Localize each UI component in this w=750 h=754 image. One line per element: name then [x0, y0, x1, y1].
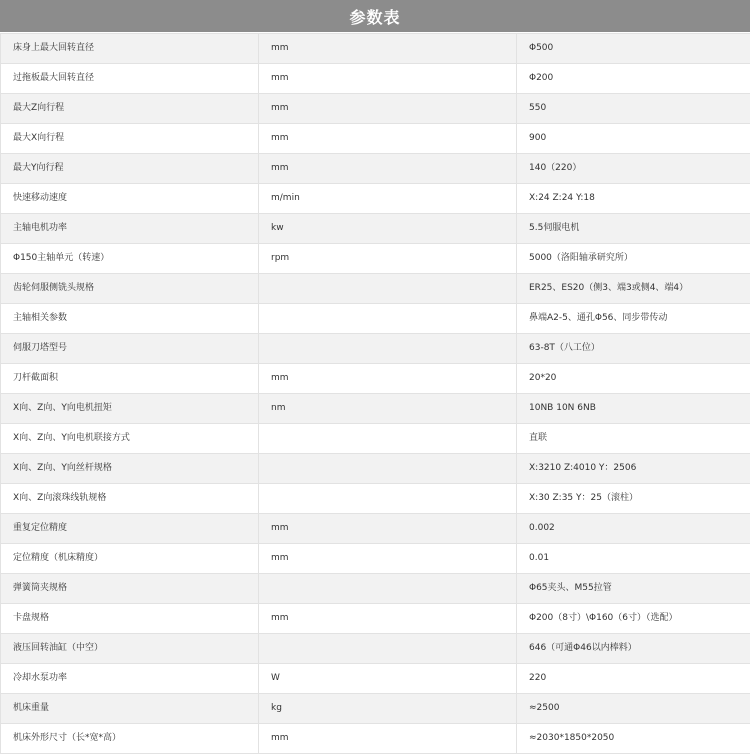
param-name-cell: X向、Z向、Y向丝杆规格: [1, 454, 259, 484]
param-name-cell: 液压回转油缸（中空）: [1, 634, 259, 664]
unit-cell: mm: [259, 364, 517, 394]
unit-cell: [259, 274, 517, 304]
param-name-cell: 床身上最大回转直径: [1, 34, 259, 64]
param-value-cell: X:30 Z:35 Y：25（滚柱）: [517, 484, 750, 514]
param-name-cell: 最大Z向行程: [1, 94, 259, 124]
unit-cell: mm: [259, 124, 517, 154]
table-row: [1, 544, 750, 574]
unit-cell: m/min: [259, 184, 517, 214]
table-row: [1, 454, 750, 484]
param-value-cell: 550: [517, 94, 750, 124]
param-value-cell: 220: [517, 664, 750, 694]
param-name-cell: 最大X向行程: [1, 124, 259, 154]
param-name-cell: 刀杆截面积: [1, 364, 259, 394]
unit-cell: mm: [259, 64, 517, 94]
param-value-cell: Φ200: [517, 64, 750, 94]
unit-cell: [259, 424, 517, 454]
param-value-cell: Φ200（8寸）\Φ160（6寸）（选配）: [517, 604, 750, 634]
table-row: [1, 634, 750, 664]
param-value-cell: 5.5伺服电机: [517, 214, 750, 244]
param-value-cell: 10NB 10N 6NB: [517, 394, 750, 424]
table-row: [1, 214, 750, 244]
table-row: [1, 94, 750, 124]
unit-cell: mm: [259, 154, 517, 184]
param-value-cell: 5000（洛阳轴承研究所）: [517, 244, 750, 274]
table-row: [1, 304, 750, 334]
table-row: [1, 694, 750, 724]
table-row: [1, 514, 750, 544]
spec-table: [0, 33, 750, 754]
param-name-cell: 快速移动速度: [1, 184, 259, 214]
param-name-cell: 最大Y向行程: [1, 154, 259, 184]
param-value-cell: 直联: [517, 424, 750, 454]
param-value-cell: Φ500: [517, 34, 750, 64]
param-name-cell: X向、Z向、Y向电机扭矩: [1, 394, 259, 424]
param-value-cell: 63-8T（八工位）: [517, 334, 750, 364]
param-name-cell: 卡盘规格: [1, 604, 259, 634]
param-value-cell: 0.01: [517, 544, 750, 574]
param-name-cell: 主轴相关参数: [1, 304, 259, 334]
table-row: [1, 604, 750, 634]
unit-cell: mm: [259, 604, 517, 634]
unit-cell: nm: [259, 394, 517, 424]
param-value-cell: 900: [517, 124, 750, 154]
param-value-cell: ≈2030*1850*2050: [517, 724, 750, 754]
table-row: [1, 424, 750, 454]
table-row: [1, 484, 750, 514]
param-name-cell: 伺服刀塔型号: [1, 334, 259, 364]
unit-cell: [259, 634, 517, 664]
param-value-cell: 20*20: [517, 364, 750, 394]
unit-cell: rpm: [259, 244, 517, 274]
spec-table-body: [1, 34, 750, 754]
param-value-cell: ≈2500: [517, 694, 750, 724]
param-name-cell: X向、Z向滚珠线轨规格: [1, 484, 259, 514]
unit-cell: [259, 574, 517, 604]
unit-cell: mm: [259, 514, 517, 544]
table-row: [1, 394, 750, 424]
unit-cell: [259, 484, 517, 514]
param-name-cell: 主轴电机功率: [1, 214, 259, 244]
table-row: [1, 34, 750, 64]
param-name-cell: Φ150主轴单元（转速）: [1, 244, 259, 274]
table-row: [1, 64, 750, 94]
table-header: [0, 0, 750, 33]
table-row: [1, 244, 750, 274]
table-title: 参数表: [349, 5, 400, 28]
param-name-cell: 重复定位精度: [1, 514, 259, 544]
table-row: [1, 364, 750, 394]
param-value-cell: 646（可通Φ46以内棒料）: [517, 634, 750, 664]
param-name-cell: 过拖板最大回转直径: [1, 64, 259, 94]
unit-cell: mm: [259, 544, 517, 574]
param-name-cell: 齿轮伺服侧铣头规格: [1, 274, 259, 304]
param-name-cell: 机床外形尺寸（长*宽*高）: [1, 724, 259, 754]
unit-cell: mm: [259, 94, 517, 124]
table-row: [1, 274, 750, 304]
unit-cell: mm: [259, 724, 517, 754]
unit-cell: [259, 454, 517, 484]
table-row: [1, 124, 750, 154]
param-name-cell: 机床重量: [1, 694, 259, 724]
param-name-cell: 定位精度（机床精度）: [1, 544, 259, 574]
param-value-cell: 鼻端A2-5、通孔Φ56、同步带传动: [517, 304, 750, 334]
param-value-cell: 0.002: [517, 514, 750, 544]
param-name-cell: 弹簧筒夹规格: [1, 574, 259, 604]
param-name-cell: X向、Z向、Y向电机联接方式: [1, 424, 259, 454]
unit-cell: mm: [259, 34, 517, 64]
unit-cell: [259, 304, 517, 334]
unit-cell: W: [259, 664, 517, 694]
table-row: [1, 664, 750, 694]
table-row: [1, 334, 750, 364]
param-value-cell: Φ65夹头、M55拉管: [517, 574, 750, 604]
param-value-cell: ER25、ES20（侧3、端3或侧4、端4）: [517, 274, 750, 304]
param-value-cell: X:24 Z:24 Y:18: [517, 184, 750, 214]
table-row: [1, 724, 750, 754]
param-value-cell: X:3210 Z:4010 Y：2506: [517, 454, 750, 484]
unit-cell: kg: [259, 694, 517, 724]
param-name-cell: 冷却水泵功率: [1, 664, 259, 694]
unit-cell: kw: [259, 214, 517, 244]
table-row: [1, 154, 750, 184]
param-value-cell: 140（220）: [517, 154, 750, 184]
table-row: [1, 574, 750, 604]
unit-cell: [259, 334, 517, 364]
table-row: [1, 184, 750, 214]
